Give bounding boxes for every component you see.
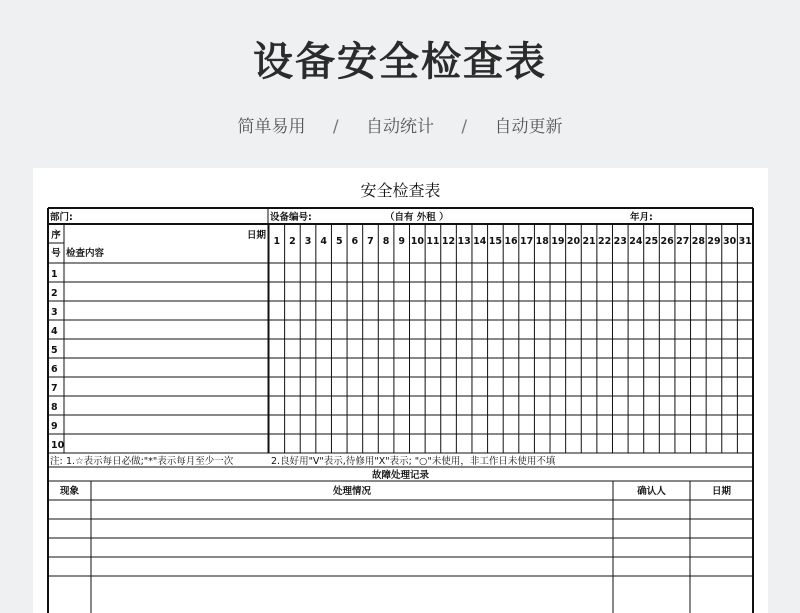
day-label: 8 [382, 236, 390, 247]
note-1: 1.☆表示每日必做;"*"表示每月至少一次 [66, 456, 234, 467]
day-label: 7 [367, 236, 374, 247]
separator: / [332, 117, 339, 137]
day-label: 9 [398, 236, 406, 247]
row-number: 5 [51, 345, 58, 356]
fault-column-header: 确认人 [637, 486, 666, 497]
day-label: 20 [566, 236, 581, 247]
day-label: 12 [441, 236, 456, 247]
sheet-title: 安全检查表 [360, 181, 441, 200]
day-label: 30 [722, 236, 737, 247]
day-label: 21 [582, 236, 596, 247]
fault-column-header: 日期 [711, 486, 732, 497]
fault-column-header: 处理情况 [332, 486, 372, 497]
day-label: 11 [426, 236, 440, 247]
date-label: 日期 [246, 230, 266, 241]
day-label: 16 [504, 236, 518, 247]
note-prefix: 注: [50, 456, 63, 467]
fault-column-header: 现象 [59, 486, 80, 497]
row-number: 10 [51, 440, 65, 451]
row-number: 8 [51, 402, 58, 413]
feature-easy: 简单易用 [237, 117, 306, 137]
hero-features [0, 112, 800, 137]
day-label: 31 [738, 236, 752, 247]
day-label: 28 [691, 236, 705, 247]
day-label: 17 [519, 236, 534, 247]
feature-auto-update: 自动更新 [494, 117, 563, 137]
day-label: 29 [707, 236, 721, 247]
day-label: 2 [289, 236, 296, 247]
day-label: 23 [613, 236, 627, 247]
note-2: 2.良好用"V"表示,待修用"X"表示; "○"未使用，非工作日未使用不填 [271, 456, 556, 467]
day-label: 5 [335, 236, 343, 247]
seq-label-top: 序 [51, 230, 61, 241]
year-month-label: 年月: [630, 212, 653, 223]
row-number: 2 [51, 288, 58, 299]
day-label: 4 [320, 236, 327, 247]
inspection-grid [33, 168, 768, 613]
feature-auto-stats: 自动统计 [366, 117, 434, 137]
ownership-label: （自有 外租 ） [385, 212, 449, 223]
day-label: 15 [488, 236, 503, 247]
day-label: 24 [629, 236, 643, 247]
row-number: 1 [51, 269, 58, 280]
day-label: 22 [598, 236, 612, 247]
department-label: 部门: [50, 212, 73, 223]
row-number: 3 [51, 307, 58, 318]
day-label: 25 [644, 236, 659, 247]
day-label: 19 [551, 236, 565, 247]
day-label: 18 [535, 236, 549, 247]
row-number: 7 [51, 383, 58, 394]
day-label: 27 [676, 236, 690, 247]
device-no-label: 设备编号: [270, 212, 312, 223]
day-label: 6 [351, 236, 359, 247]
row-number: 4 [51, 326, 58, 337]
day-label: 3 [304, 236, 312, 247]
row-number: 9 [51, 421, 58, 432]
hero-title: 设备安全检查表 [253, 39, 547, 85]
day-label: 10 [410, 236, 424, 247]
day-label: 14 [473, 236, 487, 247]
row-number: 6 [51, 364, 58, 375]
item-label: 检查内容 [66, 248, 105, 259]
day-label: 1 [273, 236, 281, 247]
day-label: 26 [660, 236, 674, 247]
day-label: 13 [457, 236, 471, 247]
separator: / [461, 117, 468, 137]
fault-title: 故障处理记录 [371, 470, 430, 481]
seq-label-bottom: 号 [51, 248, 61, 259]
inspection-sheet [33, 168, 768, 613]
